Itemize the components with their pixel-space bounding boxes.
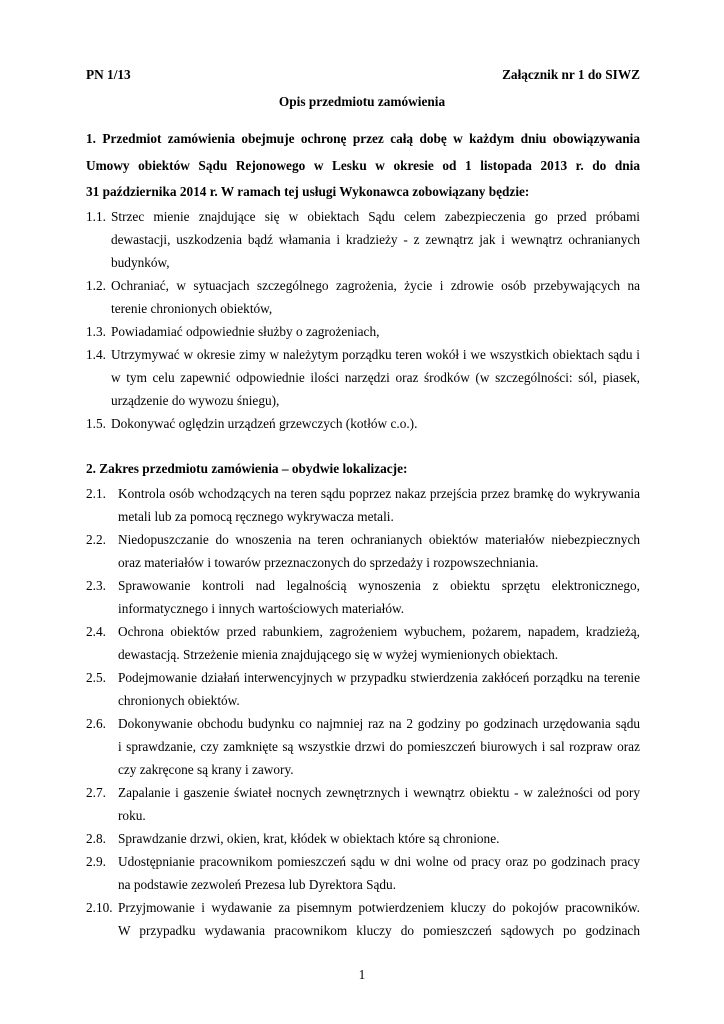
list-item-line: budynków, xyxy=(111,255,170,270)
list-item-line: w tym celu zapewnić odpowiednie ilości narzędzi oraz środków (w szczególności: sól, piasek, xyxy=(111,370,640,385)
list-item-line: terenie chronionych obiektów, xyxy=(111,301,273,316)
list-item-line: oraz materiałów i towarów przeznaczonych do sprzedaży i rozpowszechniania. xyxy=(118,555,539,570)
list-item-line: Dokonywanie obchodu budynku co najmniej raz na 2 godziny po godzinach urzędowania sądu xyxy=(118,716,640,731)
list-item-line: chronionych obiektów. xyxy=(118,693,240,708)
page-title: Opis przedmiotu zamówienia xyxy=(278,94,446,109)
item-number: 1.3. xyxy=(86,324,106,339)
section1-heading-line: 1. Przedmiot zamówienia obejmuje ochronę przez całą dobę w każdym dniu obowiązywania xyxy=(86,131,640,146)
list-item-line: dewastacji, uszkodzenia bądź włamania i kradzieży - z zewnątrz jak i wewnątrz ochranianych xyxy=(111,232,640,247)
section1-heading-line: 31 października 2014 r. W ramach tej usługi Wykonawca zobowiązany będzie: xyxy=(86,184,530,199)
list-item-line: Kontrola osób wchodzących na teren sądu poprzez nakaz przejścia przez bramkę do wykrywania xyxy=(118,486,640,501)
list-item-line: Sprawdzanie drzwi, okien, krat, kłódek w obiektach które są chronione. xyxy=(118,831,500,846)
list-item-line: roku. xyxy=(118,808,146,823)
attachment-label: Załącznik nr 1 do SIWZ xyxy=(502,67,640,82)
item-number: 2.3. xyxy=(86,578,106,593)
item-number: 2.10. xyxy=(86,900,113,915)
section1-heading-line: Umowy obiektów Sądu Rejonowego w Lesku w okresie od 1 listopada 2013 r. do dnia xyxy=(86,158,640,173)
list-item-line: Udostępnianie pracownikom pomieszczeń sądu w dni wolne od pracy oraz po godzinach pracy xyxy=(118,854,640,869)
list-item-line: Podejmowanie działań interwencyjnych w przypadku stwierdzenia zakłóceń porządku na terenie xyxy=(118,670,640,685)
list-item-line: Ochrona obiektów przed rabunkiem, zagrożeniem wybuchem, pożarem, napadem, kradzieżą, xyxy=(118,624,640,639)
document-ref: PN 1/13 xyxy=(86,67,131,82)
list-item-line: W przypadku wydawania pracownikom kluczy do pomieszczeń sądowych po godzinach xyxy=(118,923,640,938)
list-item-line: na podstawie zezwoleń Prezesa lub Dyrektora Sądu. xyxy=(118,877,397,892)
list-item-line: Niedopuszczanie do wnoszenia na teren ochranianych obiektów materiałów niebezpiecznych xyxy=(118,532,640,547)
list-item-line: i sprawdzanie, czy zamknięte są wszystkie drzwi do pomieszczeń biurowych i sal rozpraw oraz xyxy=(118,739,640,754)
list-item-line: Zapalanie i gaszenie świateł nocnych zewnętrznych i wewnątrz obiektu - w zależności od pory xyxy=(118,785,640,800)
list-item-line: Strzec mienie znajdujące się w obiektach Sądu celem zabezpieczenia go przed próbami xyxy=(111,209,640,224)
list-item-line: Utrzymywać w okresie zimy w należytym porządku teren wokół i we wszystkich obiektach sądu i xyxy=(111,347,640,362)
item-number: 1.5. xyxy=(86,416,106,431)
list-item-line: czy zakręcone są krany i zawory. xyxy=(118,762,294,777)
list-item-line: informatycznego i innych wartościowych materiałów. xyxy=(118,601,405,616)
item-number: 2.6. xyxy=(86,716,106,731)
item-number: 1.2. xyxy=(86,278,106,293)
item-number: 2.9. xyxy=(86,854,106,869)
page-number: 1 xyxy=(358,967,366,982)
list-item-line: metali lub za pomocą ręcznego wykrywacza metali. xyxy=(118,509,394,524)
list-item-line: Sprawowanie kontroli nad legalnością wynoszenia z obiektu sprzętu elektronicznego, xyxy=(118,578,640,593)
section2-heading: 2. Zakres przedmiotu zamówienia – obydwie lokalizacje: xyxy=(86,461,408,476)
item-number: 2.4. xyxy=(86,624,106,639)
item-number: 2.8. xyxy=(86,831,106,846)
list-item-line: Przyjmowanie i wydawanie za pisemnym potwierdzeniem kluczy do pokojów pracowników. xyxy=(118,900,640,915)
item-number: 2.2. xyxy=(86,532,106,547)
item-number: 1.1. xyxy=(86,209,106,224)
item-number: 2.1. xyxy=(86,486,106,501)
list-item-line: Ochraniać, w sytuacjach szczególnego zagrożenia, życie i zdrowie osób przebywających na xyxy=(111,278,640,293)
list-item-line: dewastacją. Strzeżenie mienia znajdującego się w wyżej wymienionych obiektach. xyxy=(118,647,559,662)
item-number: 2.5. xyxy=(86,670,106,685)
list-item-line: Powiadamiać odpowiednie służby o zagrożeniach, xyxy=(111,324,380,339)
item-number: 1.4. xyxy=(86,347,106,362)
list-item-line: Dokonywać oględzin urządzeń grzewczych (kotłów c.o.). xyxy=(111,416,418,431)
list-item-line: urządzenie do wywozu śniegu), xyxy=(111,393,280,408)
item-number: 2.7. xyxy=(86,785,106,800)
